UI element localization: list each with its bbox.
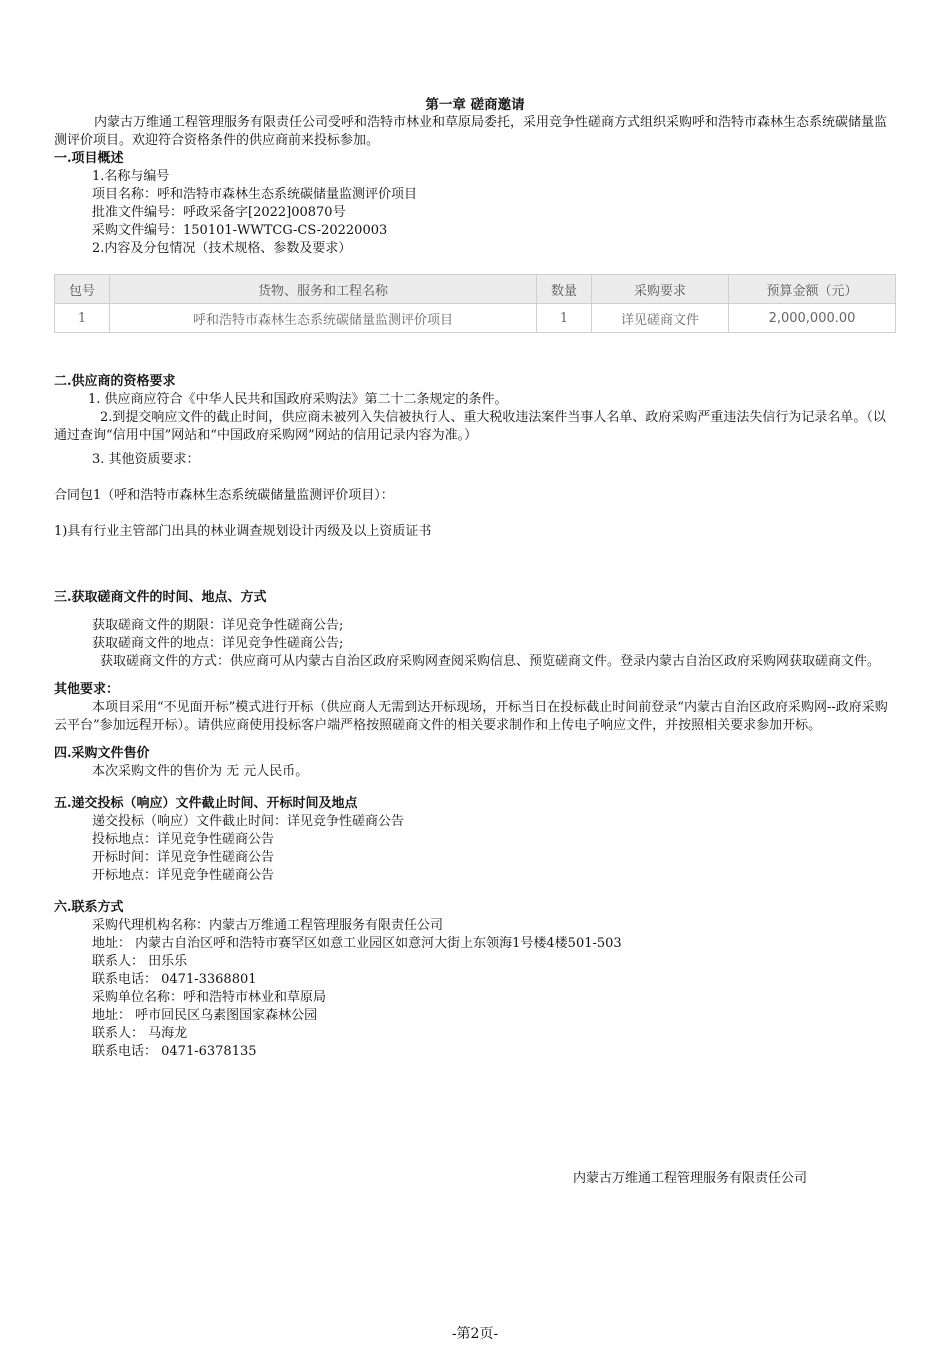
- obtain-period: 获取磋商文件的期限：详见竞争性磋商公告;: [92, 618, 344, 633]
- cell-requirement: 详见磋商文件: [592, 304, 729, 333]
- bid-place: 投标地点：详见竞争性磋商公告: [92, 832, 275, 847]
- submit-deadline: 递交投标（响应）文件截止时间：详见竞争性磋商公告: [92, 814, 405, 829]
- other-heading: 其他要求：: [54, 682, 120, 697]
- buyer-phone: 联系电话： 0471-6378135: [92, 1044, 257, 1059]
- document-page: [54, 96, 896, 1061]
- signature-company: 内蒙古万维通工程管理服务有限责任公司: [573, 1171, 808, 1186]
- sub-content-packages: 2.内容及分包情况（技术规格、参数及要求）: [92, 241, 352, 256]
- approval-number: 批准文件编号：呼政采备字[2022]00870号: [92, 205, 346, 220]
- qualification-1: 1. 供应商应符合《中华人民共和国政府采购法》第二十二条规定的条件。: [88, 392, 508, 407]
- requirement-1: 1)具有行业主管部门出具的林业调查规划设计丙级及以上资质证书: [54, 524, 432, 539]
- section-5-heading: 五.递交投标（响应）文件截止时间、开标时间及地点: [54, 796, 358, 811]
- chapter-title: 第一章 磋商邀请: [425, 97, 525, 113]
- obtain-place: 获取磋商文件的地点：详见竞争性磋商公告;: [92, 636, 344, 651]
- table-header-row: [55, 275, 896, 304]
- buyer-address: 地址： 呼市回民区乌素图国家森林公园: [92, 1008, 318, 1023]
- page-number: -第2页-: [451, 1326, 499, 1342]
- col-requirement: 采购要求: [592, 275, 729, 304]
- cell-item-name: 呼和浩特市森林生态系统碳储量监测评价项目: [110, 304, 537, 333]
- col-package-no: 包号: [55, 275, 110, 304]
- agent-phone: 联系电话： 0471-3368801: [92, 972, 257, 987]
- project-name: 项目名称：呼和浩特市森林生态系统碳储量监测评价项目: [92, 187, 418, 202]
- col-budget: 预算金额（元）: [729, 275, 896, 304]
- intro-paragraph: 内蒙古万维通工程管理服务有限责任公司受呼和浩特市林业和草原局委托，采用竞争性磋商方式组织采购呼和浩特市森林生态系统碳储量监测评价项目。欢迎符合资格条件的供应商前来投标参加。: [54, 115, 888, 148]
- cell-budget: 2,000,000.00: [729, 304, 896, 333]
- cell-package-no: 1: [55, 304, 110, 333]
- col-quantity: 数量: [537, 275, 592, 304]
- buyer-name: 采购单位名称：呼和浩特市林业和草原局: [92, 990, 327, 1005]
- purchase-number: 采购文件编号：150101-WWTCG-CS-20220003: [92, 223, 388, 238]
- other-text: 本项目采用“不见面开标”模式进行开标（供应商人无需到达开标现场，开标当日在投标截止时间前登录“内蒙古自治区政府采购网--政府采购云平台”参加远程开标）。请供应商使用投标客户端严格按照磋商文件的相关要求制作和上传电子响应文件，并按照相关要求参加开标。: [54, 700, 888, 733]
- qualification-3: 3. 其他资质要求：: [92, 452, 200, 467]
- price-text: 本次采购文件的售价为 无 元人民币。: [92, 764, 309, 779]
- section-2-heading: 二.供应商的资格要求: [54, 374, 176, 389]
- buyer-contact: 联系人： 马海龙: [92, 1026, 188, 1041]
- agent-contact: 联系人： 田乐乐: [92, 954, 188, 969]
- col-item-name: 货物、服务和工程名称: [110, 275, 537, 304]
- contract-package: 合同包1（呼和浩特市森林生态系统碳储量监测评价项目）：: [54, 488, 394, 503]
- section-1-heading: 一.项目概述: [54, 151, 124, 166]
- open-place: 开标地点：详见竞争性磋商公告: [92, 868, 275, 883]
- table-row: [55, 304, 896, 333]
- section-4-heading: 四.采购文件售价: [54, 746, 150, 761]
- obtain-method: 获取磋商文件的方式：供应商可从内蒙古自治区政府采购网查阅采购信息、预览磋商文件。登录内蒙古自治区政府采购网获取磋商文件。: [100, 654, 881, 669]
- agent-name: 采购代理机构名称：内蒙古万维通工程管理服务有限责任公司: [92, 918, 444, 933]
- qualification-2: 2.到提交响应文件的截止时间，供应商未被列入失信被执行人、重大税收违法案件当事人名单、政府采购严重违法失信行为记录名单。（以通过查询“信用中国”网站和“中国政府采购网”网站的信用记录内容为准。）: [54, 410, 886, 443]
- cell-quantity: 1: [537, 304, 592, 333]
- sub-name-number: 1.名称与编号: [92, 169, 170, 184]
- section-3-heading: 三.获取磋商文件的时间、地点、方式: [54, 590, 267, 605]
- package-table: [54, 274, 896, 333]
- open-time: 开标时间：详见竞争性磋商公告: [92, 850, 275, 865]
- agent-address: 地址： 内蒙古自治区呼和浩特市赛罕区如意工业园区如意河大街上东领海1号楼4楼501-503: [92, 936, 622, 951]
- section-6-heading: 六.联系方式: [54, 900, 124, 915]
